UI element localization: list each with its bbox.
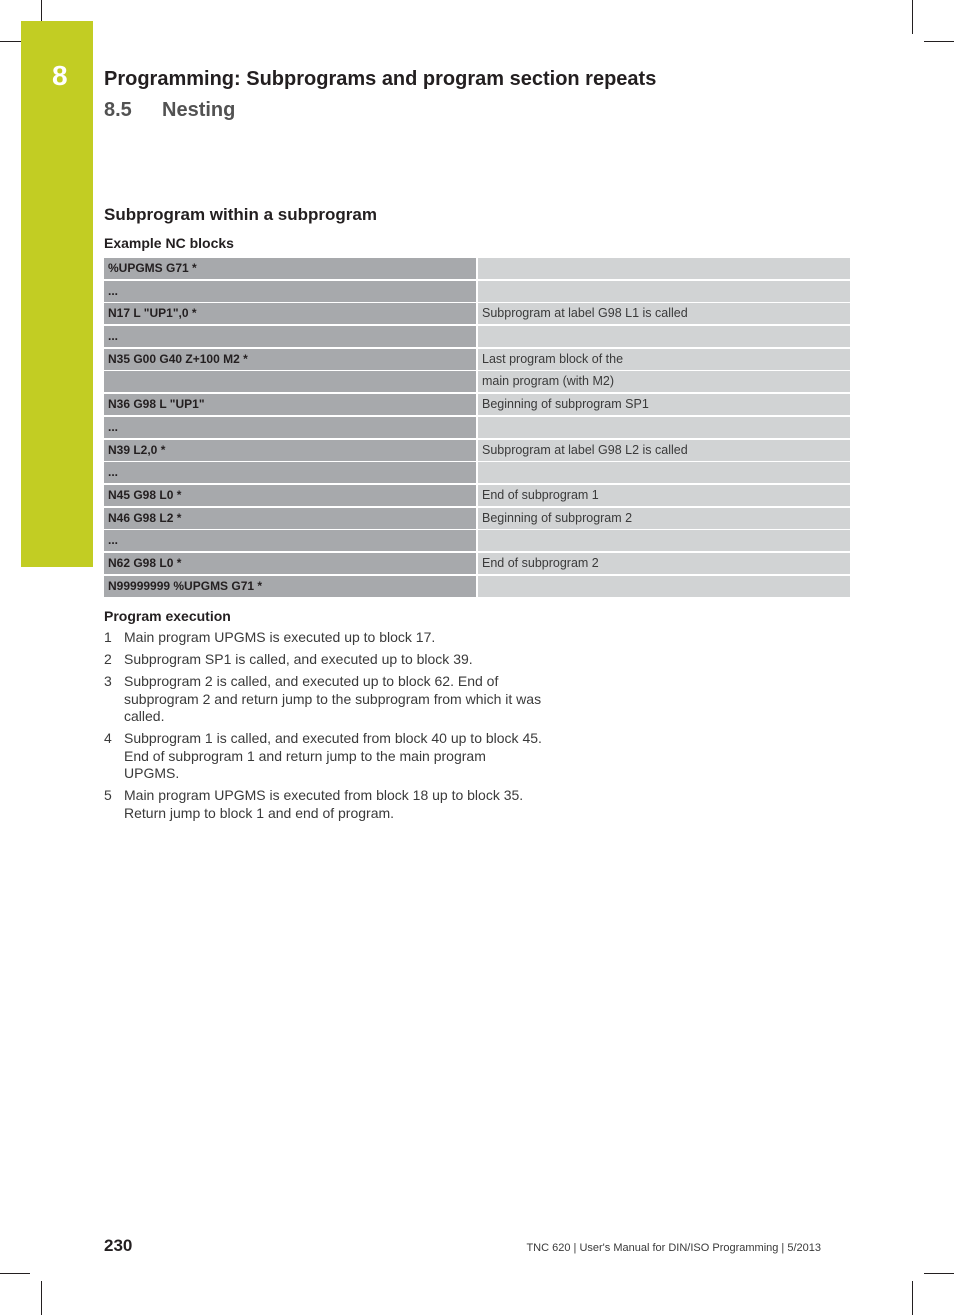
nc-comment-cell: Last program block of the	[478, 349, 850, 370]
step-number: 1	[104, 629, 112, 645]
step-number: 2	[104, 651, 112, 667]
nc-comment-cell: Beginning of subprogram SP1	[478, 394, 850, 415]
nc-code-cell: N39 L2,0 *	[104, 440, 476, 461]
step-number: 5	[104, 787, 112, 803]
nc-code-cell: N46 G98 L2 *	[104, 508, 476, 529]
nc-comment-cell: End of subprogram 1	[478, 485, 850, 506]
nc-comment-cell	[478, 576, 850, 597]
table-row	[104, 394, 850, 415]
section-title	[104, 99, 235, 122]
crop-mark	[924, 41, 954, 42]
program-execution-list	[104, 629, 554, 827]
nc-code-cell: ...	[104, 281, 476, 302]
nc-comment-cell: main program (with M2)	[478, 371, 850, 392]
nc-comment-cell: Subprogram at label G98 L2 is called	[478, 440, 850, 461]
step-text: Main program UPGMS is executed from block 18 up to block 35. Return jump to block 1 and end of program.	[124, 787, 524, 821]
table-row	[104, 371, 850, 392]
table-row	[104, 576, 850, 597]
table-row	[104, 485, 850, 506]
step-number: 4	[104, 730, 112, 746]
list-item	[104, 629, 554, 647]
chapter-number: 8	[52, 60, 68, 91]
crop-mark	[912, 1281, 913, 1315]
chapter-sidebar	[21, 21, 93, 567]
chapter-title: Programming: Subprograms and program section repeats	[104, 68, 657, 90]
step-text: Subprogram 1 is called, and executed from block 40 up to block 45. End of subprogram 1 and return jump to the main program UPGMS.	[124, 730, 542, 781]
section-name: Nesting	[162, 99, 236, 121]
crop-mark	[0, 1273, 30, 1274]
list-item	[104, 651, 554, 669]
nc-comment-cell	[478, 326, 850, 347]
nc-comment-cell	[478, 281, 850, 302]
page-number: 230	[104, 1236, 133, 1255]
crop-mark	[912, 0, 913, 34]
nc-code-cell: N35 G00 G40 Z+100 M2 *	[104, 349, 476, 370]
table-row	[104, 530, 850, 551]
footer-text: TNC 620 | User's Manual for DIN/ISO Programming | 5/2013	[526, 1242, 821, 1254]
subheading: Subprogram within a subprogram	[104, 205, 377, 224]
nc-comment-cell: Beginning of subprogram 2	[478, 508, 850, 529]
table-row	[104, 417, 850, 438]
nc-comment-cell	[478, 258, 850, 279]
list-item	[104, 730, 554, 783]
table-row	[104, 462, 850, 483]
step-text: Subprogram 2 is called, and executed up to block 62. End of subprogram 2 and return jump to the subprogram from which it was called.	[124, 673, 542, 724]
nc-comment-cell	[478, 462, 850, 483]
nc-comment-cell	[478, 417, 850, 438]
nc-blocks-table	[104, 258, 850, 598]
example-label: Example NC blocks	[104, 235, 234, 251]
nc-comment-cell: End of subprogram 2	[478, 553, 850, 574]
nc-code-cell: N45 G98 L0 *	[104, 485, 476, 506]
table-row	[104, 349, 850, 370]
table-row	[104, 326, 850, 347]
list-item	[104, 787, 554, 822]
table-row	[104, 440, 850, 461]
nc-code-cell: %UPGMS G71 *	[104, 258, 476, 279]
nc-code-cell: ...	[104, 417, 476, 438]
table-row	[104, 508, 850, 529]
nc-comment-cell: Subprogram at label G98 L1 is called	[478, 303, 850, 324]
table-row	[104, 281, 850, 302]
program-execution-heading: Program execution	[104, 608, 231, 624]
list-item	[104, 673, 554, 726]
table-row	[104, 303, 850, 324]
nc-code-cell	[104, 371, 476, 392]
nc-code-cell: ...	[104, 326, 476, 347]
table-row	[104, 258, 850, 279]
nc-code-cell: N62 G98 L0 *	[104, 553, 476, 574]
step-text: Main program UPGMS is executed up to block 17.	[124, 629, 436, 645]
step-text: Subprogram SP1 is called, and executed up to block 39.	[124, 651, 473, 667]
crop-mark	[41, 1281, 42, 1315]
crop-mark	[924, 1273, 954, 1274]
nc-code-cell: N36 G98 L "UP1"	[104, 394, 476, 415]
nc-code-cell: ...	[104, 462, 476, 483]
nc-code-cell: N17 L "UP1",0 *	[104, 303, 476, 324]
nc-code-cell: ...	[104, 530, 476, 551]
nc-code-cell: N99999999 %UPGMS G71 *	[104, 576, 476, 597]
nc-comment-cell	[478, 530, 850, 551]
step-number: 3	[104, 673, 112, 689]
table-row	[104, 553, 850, 574]
section-number: 8.5	[104, 99, 132, 121]
